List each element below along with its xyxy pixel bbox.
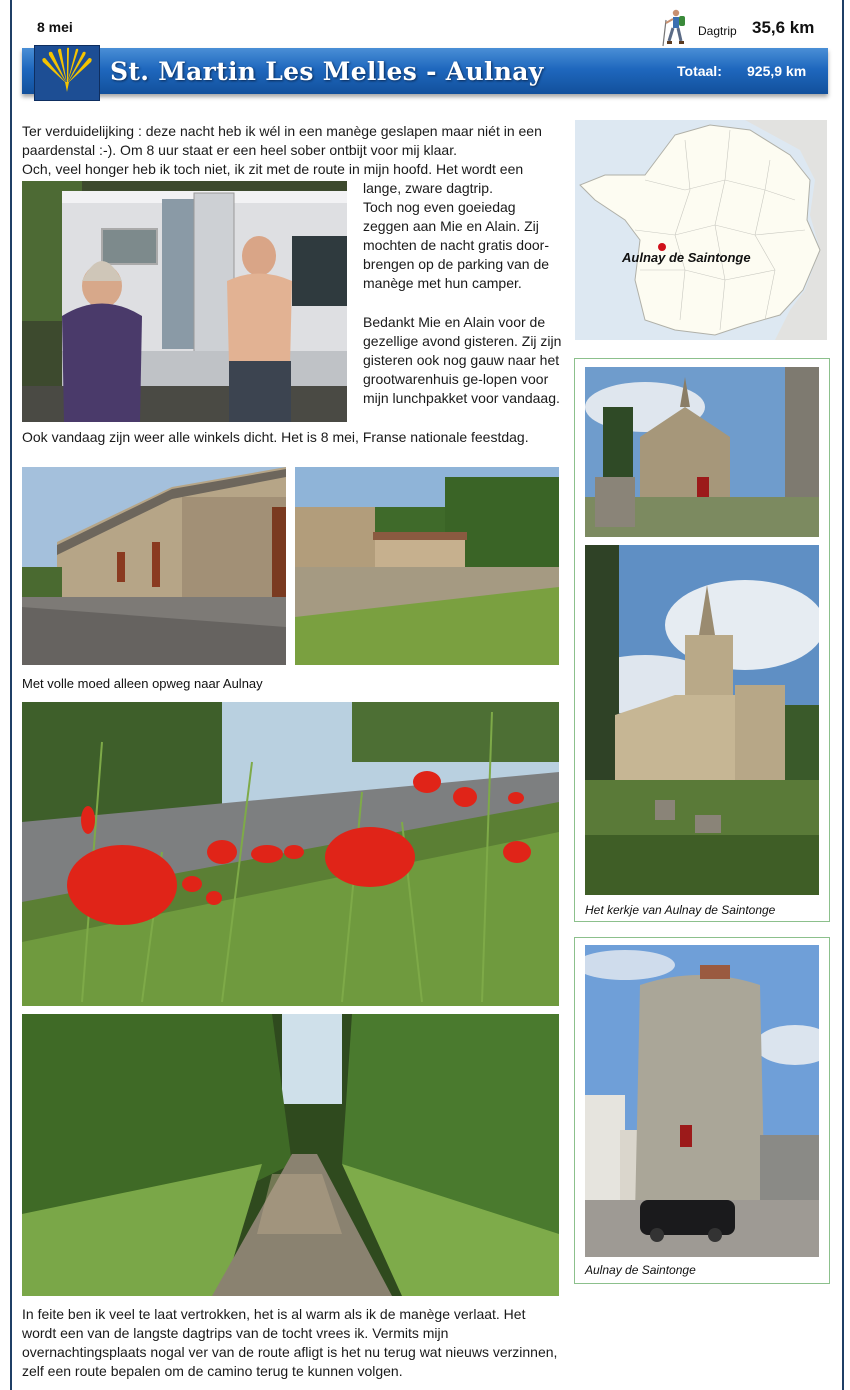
beside-text-1: lange, zware dagtrip. <box>363 180 493 196</box>
hiker-icon <box>660 8 690 48</box>
beside-text-2: Toch nog even goeiedag zeggen aan Mie en Alain. Zij mochten de nacht gratis door-brengen op de parking van de manège met hun camper. <box>363 199 550 291</box>
intro-paragraph: Ter verduidelijking : deze nacht heb ik wél in een manège geslapen maar niét in een paardenstal :-). Om 8 uur staat er een heel sober ontbijt voor mij klaar. <box>22 123 542 158</box>
beside-text-3: Bedankt Mie en Alain voor de gezellige avond gisteren. Zij zijn gisteren ook nog gauw naar het grootwarenhuis ge-lopen voor mijn lunchpakket voor vandaag. <box>363 314 562 406</box>
tower-photo <box>585 945 819 1257</box>
tree-lane-photo <box>22 1014 559 1296</box>
page-frame-right <box>842 0 844 1390</box>
bottom-paragraph: In feite ben ik veel te laat vertrokken, het is al warm als ik de manège verlaat. Het wordt een van de langste dagtrips van de tocht vrees ik. Vermits mijn overnachtingsplaats nogal ver van de route afligt is het nu terug wat nieuws verzinnen, zelf een route bepalen om de camino terug te kunnen volgen. <box>22 1306 558 1379</box>
after-photo-paragraph: Ook vandaag zijn weer alle winkels dicht. Het is 8 mei, Franse nationale feestdag. <box>22 429 529 445</box>
church-side-photo <box>585 545 819 895</box>
intro-line: Och, veel honger heb ik toch niet, ik zit met de route in mijn hoofd. Het wordt een <box>22 161 524 177</box>
dagtrip-label: Dagtrip <box>698 24 737 38</box>
farm-building-photo <box>22 467 286 665</box>
church-caption: Het kerkje van Aulnay de Saintonge <box>585 903 776 917</box>
page-frame-left <box>10 0 12 1390</box>
france-map <box>575 120 827 340</box>
poppies-photo <box>22 702 559 1006</box>
scallop-shell-logo <box>34 45 100 101</box>
road-caption: Met volle moed alleen opweg naar Aulnay <box>22 676 263 691</box>
camper-photo <box>22 181 347 422</box>
totaal-label: Totaal: <box>677 63 722 79</box>
church-front-photo <box>585 367 819 537</box>
tower-caption: Aulnay de Saintonge <box>585 1263 696 1277</box>
totaal-value: 925,9 km <box>747 63 807 79</box>
stables-photo <box>295 467 559 665</box>
page-title: St. Martin Les Melles - Aulnay <box>110 57 544 86</box>
date-label: 8 mei <box>37 19 73 35</box>
dagtrip-value: 35,6 km <box>752 18 815 37</box>
map-location-label: Aulnay de Saintonge <box>622 250 751 265</box>
